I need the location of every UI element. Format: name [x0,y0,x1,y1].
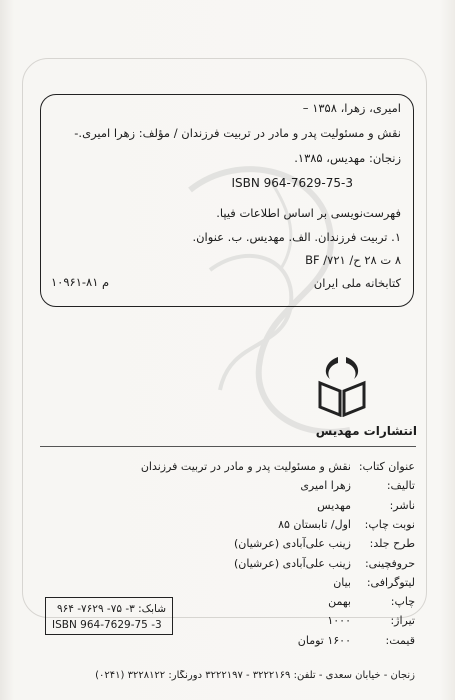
spec-label: تالیف: [386,479,415,492]
spec-row [39,557,415,575]
cip-title: نقش و مسئولیت پدر و مادر در تربیت فرزندان / مؤلف: زهرا امیری.- [74,126,401,140]
cataloging-in-publication-box [40,94,414,307]
spec-value: اول/ تابستان ۸۵ [278,518,351,531]
spec-label: تیراژ: [390,614,415,627]
spec-value: بیان [333,576,351,589]
spec-row [39,518,415,536]
spec-row [39,634,415,652]
spec-value: مهدیس [317,499,351,512]
spec-value: ۱۶۰۰ تومان [297,634,351,647]
spec-label: عنوان کتاب: [358,460,415,473]
spec-row [39,479,415,497]
spec-label: قیمت: [385,634,415,647]
spec-row [39,499,415,517]
cip-class-number: ۸ ت ۲۸ ح/ ۷۲۱/ BF [305,253,401,267]
spec-value: بهمن [328,595,351,608]
publisher-logo-icon [316,355,368,417]
cip-subjects: ۱. تربیت فرزندان. الف. مهدیس. ب. عنوان. [192,230,401,244]
spec-row [39,460,415,478]
spec-label: لیتوگرافی: [366,576,415,589]
cip-isbn: ISBN 964-7629-75-3 [231,176,353,190]
spec-row [39,576,415,594]
spec-row [39,537,415,555]
spec-value: زهرا امیری [300,479,351,492]
spec-value: نقش و مسئولیت پدر و مادر در تربیت فرزندان [140,460,351,473]
isbn-persian: شابک: ۳- ۷۵- ۷۶۲۹- ۹۶۴ [56,603,166,615]
isbn-latin: ISBN 964-7629-75 -3 [52,619,162,631]
cip-imprint: زنجان: مهدیس، ۱۳۸۵. [294,151,401,165]
cip-library-number: م ۸۱-۱۰۹۶۱ [51,275,110,289]
spec-label: ناشر: [389,499,415,512]
spec-label: حروفچینی: [364,557,415,570]
spec-label: نوبت چاپ: [364,518,415,531]
spec-label: طرح جلد: [369,537,415,550]
isbn-box [45,597,173,635]
cip-note: فهرست‌نویسی بر اساس اطلاعات فیپا. [216,206,401,220]
cip-author: امیری، زهرا، ۱۳۵۸ – [302,101,401,115]
publisher-name: انتشارات مهدیس [315,424,417,438]
cip-library-name: کتابخانه ملی ایران [313,276,401,290]
spec-value: زینب علی‌آبادی (عرشیان) [233,537,351,550]
spec-label: چاپ: [390,595,415,608]
publisher-address: زنجان - خیابان سعدی - تلفن: ۳۲۲۲۱۶۹ - ۳۲۲۲۱۹۷ دورنگار: ۳۲۲۸۱۲۲ (۰۲۴۱) [95,670,415,681]
divider [40,446,416,447]
spec-value: ۱۰۰۰ [327,614,351,627]
spec-value: زینب علی‌آبادی (عرشیان) [233,557,351,570]
